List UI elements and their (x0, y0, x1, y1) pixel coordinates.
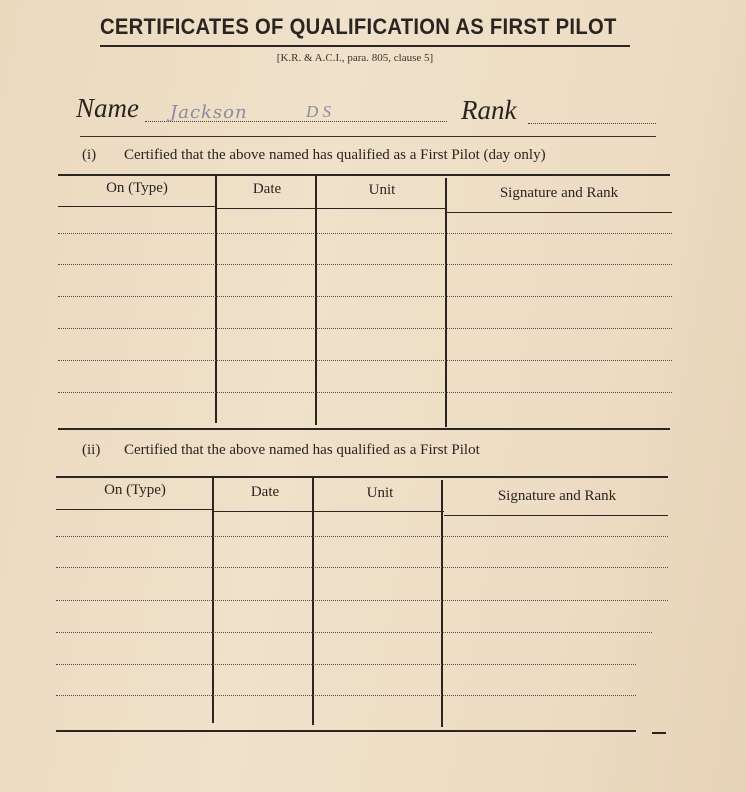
header-rule (80, 136, 656, 137)
table-row[interactable] (58, 296, 672, 297)
header-rule-mid (216, 208, 446, 209)
col-header-date: Date (250, 484, 280, 500)
header-rule-signature (446, 212, 672, 213)
regulation-reference: [K.R. & A.C.I., para. 805, clause 5] (276, 52, 434, 64)
rank-field-line (528, 123, 656, 124)
section-2-number: (ii) (82, 442, 101, 458)
table-bottom-rule (58, 428, 670, 430)
section-2-statement (82, 442, 480, 459)
col-header-date: Date (252, 181, 282, 197)
col-divider-2 (312, 478, 314, 725)
table-row[interactable] (56, 600, 668, 601)
table-row[interactable] (58, 328, 672, 329)
header-rule-mid (214, 511, 444, 512)
col-divider-3 (441, 480, 443, 727)
table-row[interactable] (56, 664, 636, 665)
name-handwritten-value: Jackson (170, 102, 248, 123)
table-row[interactable] (58, 264, 672, 265)
title-underline (100, 45, 630, 47)
table-row[interactable] (58, 360, 672, 361)
page-title: CERTIFICATES OF QUALIFICATION AS FIRST PILOT (100, 14, 617, 39)
header-rule-type (58, 206, 216, 207)
name-handwritten-initials: D S (306, 102, 332, 121)
col-divider-2 (315, 176, 317, 425)
col-divider-1 (215, 175, 217, 423)
name-label: Name (76, 93, 139, 123)
table-row[interactable] (56, 695, 636, 696)
section-1-text: Certified that the above named has qualified as a First Pilot (day only) (124, 147, 546, 163)
header-rule-signature (444, 515, 668, 516)
col-header-type: On (Type) (104, 482, 166, 498)
section-1-statement (82, 147, 546, 164)
section-2-text: Certified that the above named has qualified as a First Pilot (124, 442, 480, 458)
col-header-unit: Unit (368, 182, 396, 198)
table-top-rule (58, 174, 670, 176)
table-row[interactable] (58, 233, 672, 234)
table-top-rule (56, 476, 668, 478)
table-row[interactable] (56, 567, 668, 568)
col-divider-3 (445, 178, 447, 427)
rank-label: Rank (461, 95, 517, 125)
col-header-signature: Signature and Rank (497, 488, 617, 504)
table-row[interactable] (56, 536, 668, 537)
col-header-type: On (Type) (106, 180, 168, 196)
section-1-number: (i) (82, 147, 97, 163)
col-header-signature: Signature and Rank (499, 185, 619, 201)
table-bottom-rule-fragment (652, 732, 666, 734)
table-row[interactable] (58, 392, 672, 393)
col-header-unit: Unit (366, 485, 394, 501)
table-bottom-rule (56, 730, 636, 732)
header-rule-type (56, 509, 214, 510)
table-row[interactable] (56, 632, 652, 633)
